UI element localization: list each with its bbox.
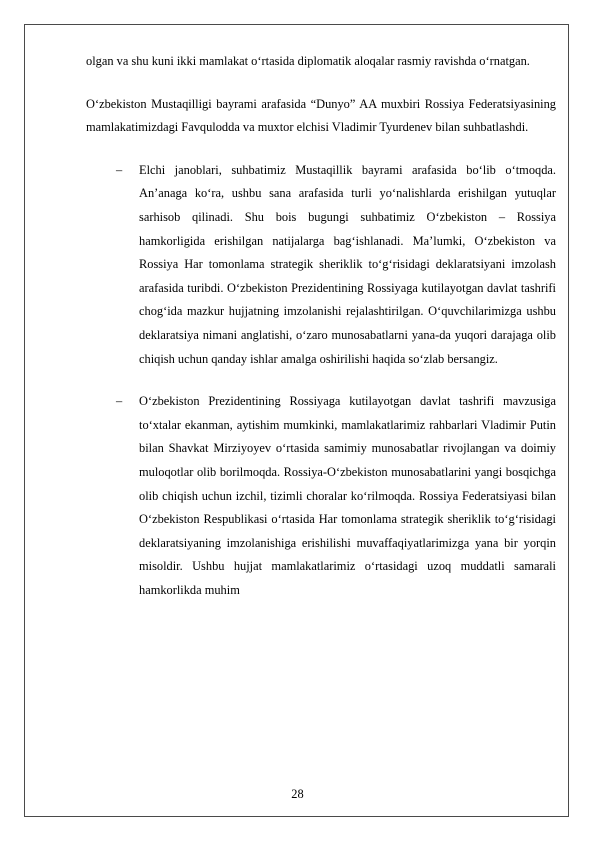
dash-bullet: –: [116, 394, 123, 409]
list-item-text: Elchi janoblari, suhbatimiz Mustaqillik bayrami arafasida bo‘lib o‘tmoqda. An’anaga ko‘ra, ushbu sana arafasida turli yo‘nalishlarda erishilgan yutuqlar sarhisob qilinadi. Shu bois bugungi suhbatimiz O‘zbekiston – Rossiya hamkorligida erishilgan natijalarga bag‘ishlanadi. Ma’lumki, O‘zbekiston va Rossiya Har tomonlama strategik sheriklik to‘g‘risidagi deklaratsiyani imzolash arafasida turibdi. O‘zbekiston Prezidentining Rossiyaga kutilayotgan davlat tashrifi chog‘ida mazkur hujjatning imzolanishi rejalashtirilgan. O‘quvchilarimizga ushbu deklaratsiya nimani anglatishi, o‘zaro munosabatlarni yana-da yuqori darajaga olib chiqish uchun qanday ishlar amalga oshirilishi haqida so‘zlab bersangiz.: [139, 162, 556, 366]
paragraph: olgan va shu kuni ikki mamlakat o‘rtasida diplomatik aloqalar rasmiy ravishda o‘rnatgan.: [86, 54, 530, 68]
list-item-text: O‘zbekiston Prezidentining Rossiyaga kutilayotgan davlat tashrifi mavzusiga to‘xtalar ekanman, aytishim mumkinki, mamlakatlarimiz rahbarlari Vladimir Putin bilan Shavkat Mirziyoyev o‘rtasida samimiy munosabatlar rivojlangan va doimiy muloqotlar olib borilmoqda. Rossiya-O‘zbekiston munosabatlarini yangi bosqichga olib chiqish uchun izchil, tizimli choralar ko‘rilmoqda. Rossiya Federatsiyasi bilan O‘zbekiston Respublikasi o‘rtasida Har tomonlama strategik sheriklik to‘g‘risidagi deklaratsiyaning imzolanishiga erishilishi muvaffaqiyatlarimizga yana bir yorqin misoldir. Ushbu hujjat mamlakatlarimiz o‘rtasidagi uzoq muddatli samarali hamkorlikda muhim: [139, 394, 556, 597]
dash-bullet: –: [116, 162, 123, 177]
dash-list: [86, 159, 556, 603]
document-body: [86, 50, 556, 621]
list-item: [86, 159, 556, 371]
paragraph: O‘zbekiston Mustaqilligi bayrami arafasida “Dunyo” AA muxbiri Rossiya Federatsiyasining mamlakatimizdagi Favqulodda va muxtor elchisi Vladimir Tyurdenev bilan suhbatlashdi.: [86, 96, 556, 135]
list-item: [86, 390, 556, 602]
page-number: 28: [291, 787, 304, 801]
